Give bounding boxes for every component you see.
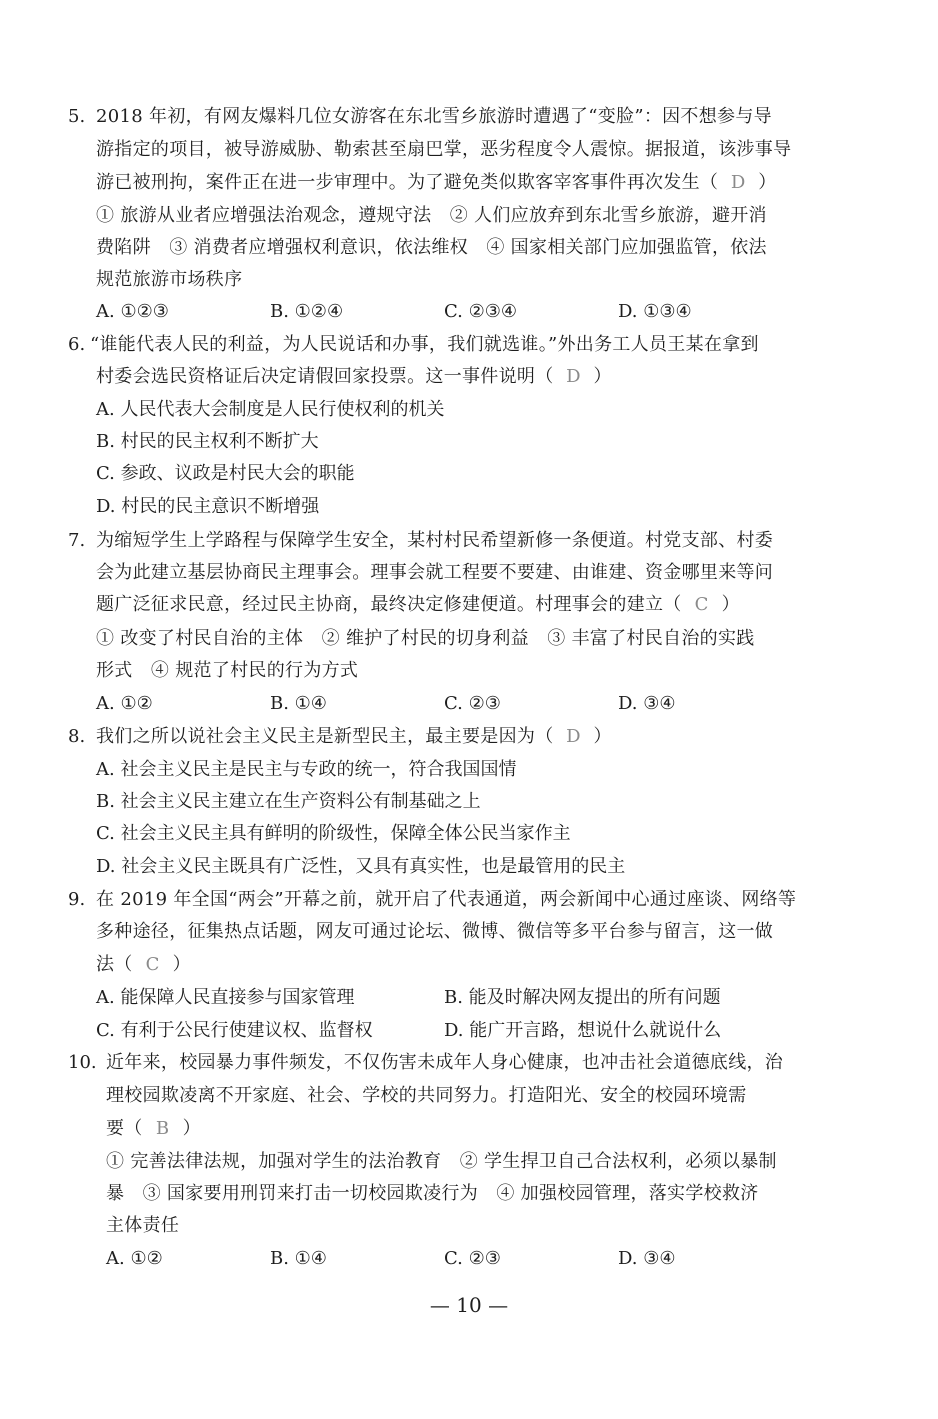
- question-text: 会为此建立基层协商民主理事会。理事会就工程要不要建、由谁建、资金哪里来等问: [96, 562, 774, 583]
- question-text: 题广泛征求民意，经过民主协商，最终决定修建便道。村理事会的建立（ C ）: [96, 594, 740, 615]
- statement-line: 形式 ④ 规范了村民的行为方式: [96, 660, 359, 681]
- question-text: 游指定的项目，被导游威胁、勒索甚至扇巴掌，恶劣程度令人震惊。据报道，该涉事导: [96, 139, 792, 160]
- statement-line: ① 改变了村民自治的主体 ② 维护了村民的切身利益 ③ 丰富了村民自治的实践: [96, 628, 755, 649]
- question-number: 10.: [68, 1052, 97, 1073]
- statement-line: ① 完善法律法规，加强对学生的法治教育 ② 学生捍卫自己合法权利，必须以暴制: [106, 1151, 777, 1172]
- question-text: 多种途径，征集热点话题，网友可通过论坛、微博、微信等多平台参与留言，这一做: [96, 921, 774, 942]
- option-d: D. 社会主义民主既具有广泛性，又具有真实性，也是最管用的民主: [96, 856, 626, 877]
- question-number: 7.: [68, 530, 86, 551]
- question-text: 2018 年初，有网友爆料几位女游客在东北雪乡旅游时遭遇了“变脸”：因不想参与导: [96, 106, 772, 127]
- option-c: C. 有利于公民行使建议权、监督权: [96, 1020, 373, 1041]
- question-text: 近年来，校园暴力事件频发，不仅伤害未成年人身心健康，也冲击社会道德底线，治: [106, 1052, 784, 1073]
- question-text: 游已被刑拘，案件正在进一步审理中。为了避免类似欺客宰客事件再次发生（ D ）: [96, 172, 777, 193]
- answer-mark: D: [730, 172, 746, 193]
- answer-mark: B: [155, 1118, 170, 1139]
- question-text: 理校园欺凌离不开家庭、社会、学校的共同努力。打造阳光、安全的校园环境需: [106, 1085, 747, 1106]
- option-c: C. ②③④: [444, 301, 517, 322]
- option-a: A. ①②: [96, 693, 153, 714]
- answer-mark: D: [566, 366, 581, 387]
- option-c: C. 参政、议政是村民大会的职能: [96, 463, 355, 484]
- statement-line: 规范旅游市场秩序: [96, 269, 243, 290]
- option-d: D. 村民的民主意识不断增强: [96, 496, 320, 517]
- option-a: A. 社会主义民主是民主与专政的统一，符合我国国情: [96, 759, 517, 780]
- option-c: C. ②③: [444, 1248, 501, 1269]
- answer-mark: C: [694, 594, 709, 615]
- option-d: D. ①③④: [618, 301, 692, 322]
- question-text: 在 2019 年全国“两会”开幕之前，就开启了代表通道，两会新闻中心通过座谈、网络等: [96, 889, 797, 910]
- question-text: 村委会选民资格证后决定请假回家投票。这一事件说明（ D ）: [96, 366, 612, 387]
- option-c: C. 社会主义民主具有鲜明的阶级性，保障全体公民当家作主: [96, 823, 571, 844]
- option-b: B. ①④: [270, 693, 327, 714]
- option-d: D. 能广开言路，想说什么就说什么: [444, 1020, 722, 1041]
- question-number: 8.: [68, 726, 86, 747]
- option-d: D. ③④: [618, 693, 676, 714]
- option-b: B. 村民的民主权利不断扩大: [96, 431, 319, 452]
- option-b: B. ①②④: [270, 301, 344, 322]
- option-b: B. ①④: [270, 1248, 327, 1269]
- option-c: C. ②③: [444, 693, 501, 714]
- question-number: 5.: [68, 106, 86, 127]
- question-number: 6.: [68, 334, 86, 355]
- question-text: 要（ B ）: [106, 1118, 201, 1139]
- option-a: A. 能保障人民直接参与国家管理: [96, 987, 355, 1008]
- answer-mark: D: [566, 726, 581, 747]
- option-a: A. 人民代表大会制度是人民行使权利的机关: [96, 399, 445, 420]
- statement-line: 费陷阱 ③ 消费者应增强权利意识，依法维权 ④ 国家相关部门应加强监管，依法: [96, 237, 767, 258]
- question-text: 我们之所以说社会主义民主是新型民主，最主要是因为（ D ）: [96, 726, 612, 747]
- statement-line: ① 旅游从业者应增强法治观念，遵规守法 ② 人们应放弃到东北雪乡旅游，避开消: [96, 205, 767, 226]
- option-d: D. ③④: [618, 1248, 676, 1269]
- question-text: 法（ C ）: [96, 954, 191, 975]
- statement-line: 暴 ③ 国家要用刑罚来打击一切校园欺凌行为 ④ 加强校园管理，落实学校救济: [106, 1183, 759, 1204]
- option-b: B. 能及时解决网友提出的所有问题: [444, 987, 721, 1008]
- statement-line: 主体责任: [106, 1215, 180, 1236]
- answer-mark: C: [145, 954, 160, 975]
- page-number: — 10 —: [429, 1293, 509, 1317]
- option-a: A. ①②③: [96, 301, 169, 322]
- question-text: 为缩短学生上学路程与保障学生安全，某村村民希望新修一条便道。村党支部、村委: [96, 530, 774, 551]
- question-text: “谁能代表人民的利益，为人民说话和办事，我们就选谁。”外出务工人员王某在拿到: [90, 334, 759, 355]
- question-number: 9.: [68, 889, 86, 910]
- option-a: A. ①②: [106, 1248, 163, 1269]
- option-b: B. 社会主义民主建立在生产资料公有制基础之上: [96, 791, 481, 812]
